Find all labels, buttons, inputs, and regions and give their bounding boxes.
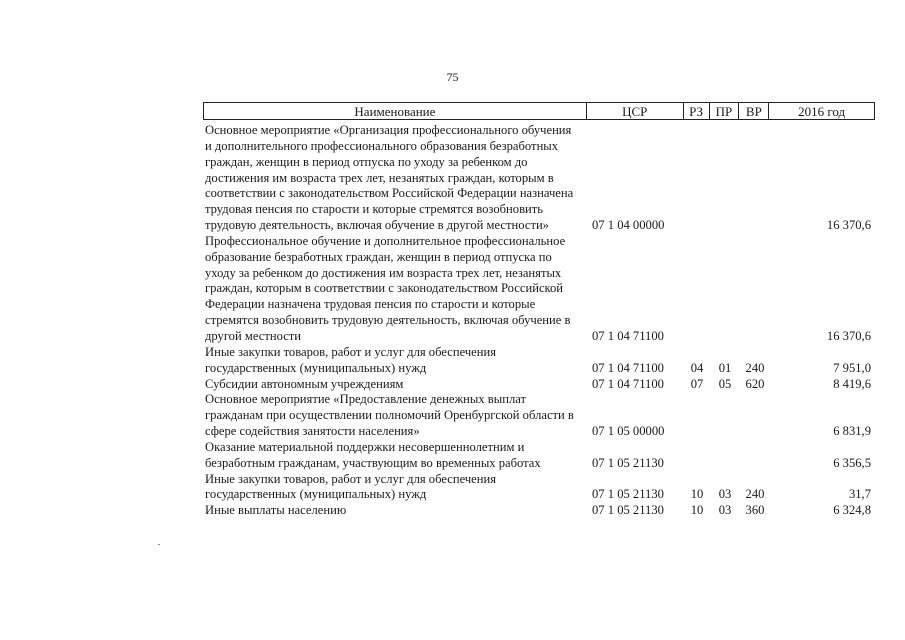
row-name: Субсидии автономным учреждениям (205, 376, 404, 391)
row-rz: 04 (690, 360, 704, 375)
row-name: Иные закупки товаров, работ и услуг для обеспечения государственных (муниципальных) нужд (205, 471, 497, 502)
header-name: Наименование (204, 103, 587, 119)
table-header (203, 102, 875, 120)
row-vr: 360 (745, 503, 765, 518)
row-csr: 07 1 05 21130 (592, 487, 664, 502)
row-amount: 6 324,8 (833, 503, 871, 518)
header-csr: ЦСР (587, 103, 684, 119)
row-name: Основное мероприятие «Организация профессионального обучения и дополнительного профессионального образования безработных граждан, женщин в период отпуска по уходу за ребенком до достижения им возраста трех лет, незанятых граждан, которым в соответствии с законодательством Российской Федерации назначена трудовая пенсия по старости и которые стремятся возобновить трудовую деятельность, включая обучение в другой местности» (205, 123, 574, 233)
table-row (203, 440, 875, 472)
row-rz: 10 (690, 487, 704, 502)
page-number: 75 (446, 70, 459, 84)
row-amount: 16 370,6 (826, 328, 871, 343)
row-amount: 16 370,6 (826, 218, 871, 233)
header-pr: ПР (710, 103, 740, 119)
margin-mark (158, 544, 160, 545)
row-name: Иные закупки товаров, работ и услуг для обеспечения государственных (муниципальных) нужд (205, 344, 497, 375)
table-body (203, 120, 875, 519)
row-rz: 10 (690, 503, 704, 518)
table-row (203, 503, 875, 519)
table-row (203, 377, 875, 393)
row-csr: 07 1 05 21130 (592, 503, 664, 518)
row-pr: 03 (718, 503, 732, 518)
row-csr: 07 1 04 71100 (592, 376, 664, 391)
row-vr: 620 (745, 376, 765, 391)
header-year: 2016 год (798, 104, 846, 119)
table-row (203, 123, 875, 234)
row-amount: 6 831,9 (833, 424, 871, 439)
table-row (203, 234, 875, 345)
row-rz: 07 (690, 376, 704, 391)
row-csr: 07 1 05 00000 (592, 424, 665, 439)
row-name: Оказание материальной поддержки несовершеннолетним и безработным гражданам, участвующим во временных работах (205, 439, 541, 470)
row-csr: 07 1 04 71100 (592, 328, 664, 343)
row-amount: 6 356,5 (833, 455, 871, 470)
row-amount: 31,7 (848, 487, 871, 502)
row-vr: 240 (745, 487, 765, 502)
row-pr: 01 (718, 360, 732, 375)
row-csr: 07 1 04 00000 (592, 218, 665, 233)
row-csr: 07 1 05 21130 (592, 455, 664, 470)
row-name: Профессиональное обучение и дополнительное профессиональное образование безработных граждан, женщин в период отпуска по уходу за ребенком до достижения им возраста трех лет, незанятых граждан, которым в соответствии с законодательством Российской Федерации назначена трудовая пенсия по старости и которые стремятся возобновить трудовую деятельность, включая обучение в другой местности (205, 233, 571, 343)
row-name: Иные выплаты населению (205, 503, 347, 518)
row-amount: 8 419,6 (833, 376, 871, 391)
table-row (203, 345, 875, 377)
table-row (203, 392, 875, 440)
header-vr: ВР (739, 103, 769, 119)
row-amount: 7 951,0 (833, 360, 871, 375)
budget-table (203, 102, 875, 519)
row-pr: 03 (718, 487, 732, 502)
row-csr: 07 1 04 71100 (592, 360, 664, 375)
table-row (203, 472, 875, 504)
row-pr: 05 (718, 376, 732, 391)
row-vr: 240 (745, 360, 765, 375)
header-rz: РЗ (684, 103, 710, 119)
row-name: Основное мероприятие «Предоставление денежных выплат гражданам при осуществлении полномочий Оренбургской области в сфере содействия занятости населения» (205, 392, 574, 439)
